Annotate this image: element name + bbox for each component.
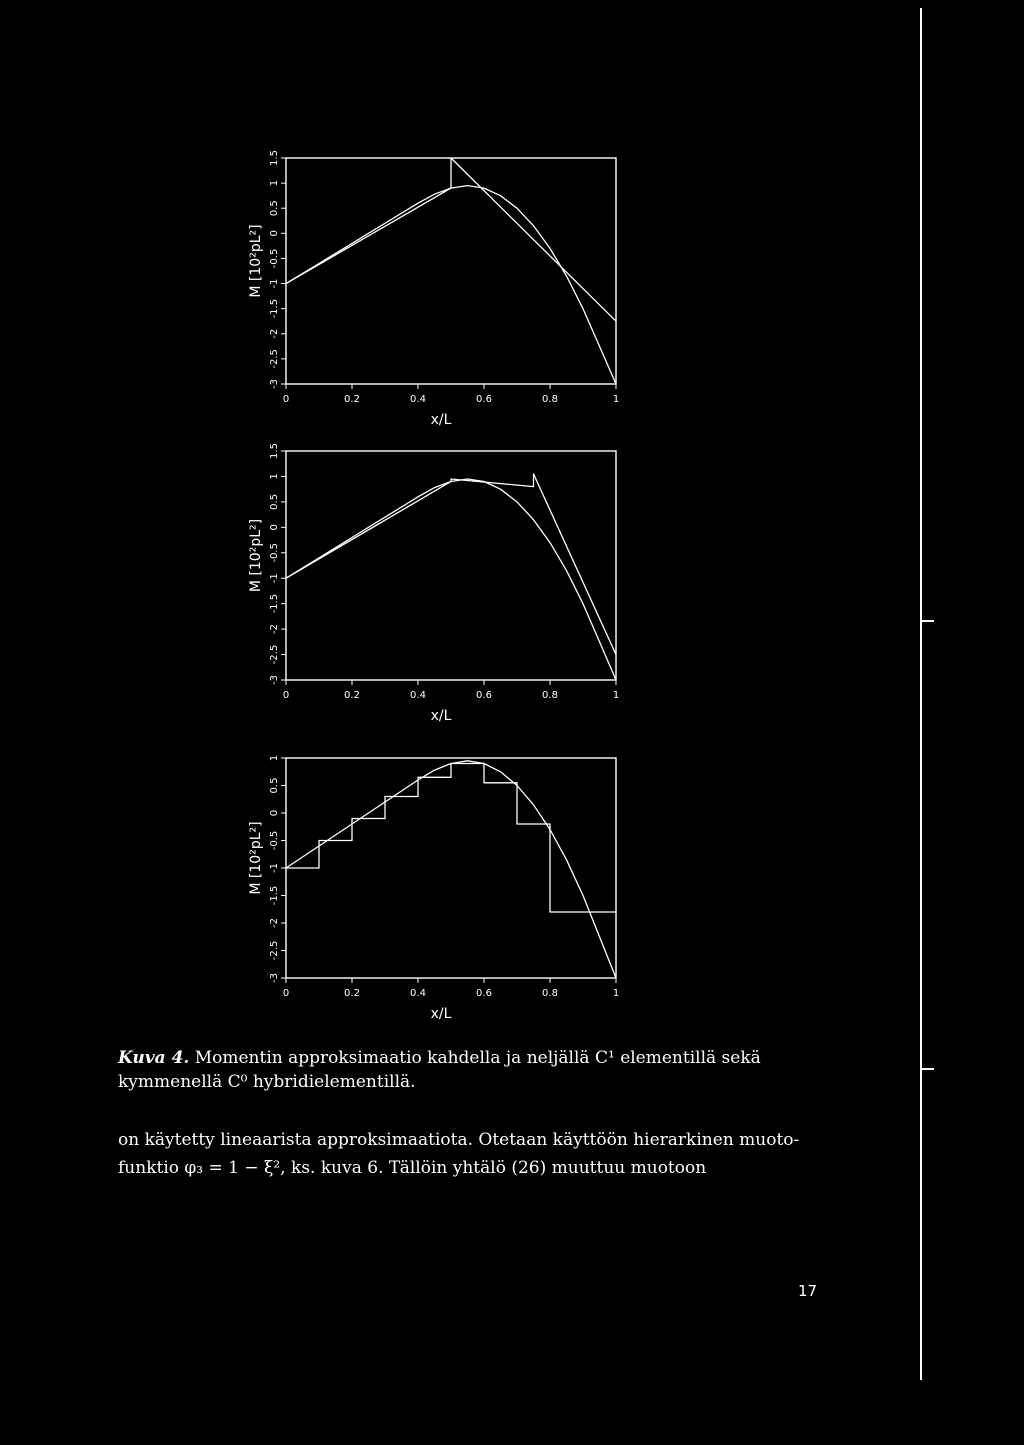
caption-label: Kuva 4.	[118, 1048, 190, 1068]
y-tick-label: 1	[269, 473, 280, 480]
y-tick-label: -3	[269, 675, 280, 685]
chart-panel-2	[248, 443, 619, 724]
y-tick-label: -2.5	[269, 644, 280, 665]
series-exact	[286, 761, 616, 978]
margin-tick	[922, 620, 934, 622]
x-tick-label: 0.6	[476, 690, 492, 701]
y-tick-label: -3	[269, 379, 280, 389]
y-tick-label: 1.5	[269, 150, 280, 166]
x-tick-label: 0.2	[344, 394, 360, 405]
x-tick-label: 0.8	[542, 394, 558, 405]
x-tick-label: 0.4	[410, 394, 426, 405]
y-tick-label: 0.5	[269, 200, 280, 217]
y-axis-label: M [10²pL²]	[248, 518, 264, 593]
y-tick-label: -1	[269, 863, 280, 873]
x-tick-label: 0	[282, 394, 290, 405]
body-paragraph	[118, 1126, 818, 1182]
x-tick-label: 0	[282, 690, 290, 701]
x-tick-label: 0.6	[476, 988, 492, 999]
x-axis-label: x/L	[430, 1006, 452, 1022]
y-tick-label: -2	[269, 624, 280, 635]
body-line-2: funktio φ₃ = 1 − ξ², ks. kuva 6. Tällöin yhtälö (26) muuttuu muotoon	[118, 1158, 707, 1178]
y-tick-label: -3	[269, 973, 280, 983]
y-tick-label: -1	[269, 278, 280, 289]
figure-caption	[118, 1046, 818, 1094]
x-tick-label: 0.8	[542, 988, 558, 999]
page-number: 17	[798, 1282, 818, 1300]
x-tick-label: 0.2	[344, 690, 360, 701]
y-tick-label: 0.5	[269, 493, 280, 510]
x-axis-label: x/L	[430, 708, 452, 724]
series-approximation	[286, 474, 616, 655]
y-tick-label: -1.5	[269, 593, 280, 614]
chart-panel-1	[248, 150, 619, 428]
series-exact	[286, 479, 616, 680]
y-tick-label: -1.5	[269, 885, 280, 906]
y-tick-label: 1	[269, 179, 280, 187]
y-tick-label: -0.5	[269, 830, 280, 851]
y-tick-label: -2	[269, 328, 280, 339]
series-exact	[286, 186, 616, 384]
y-tick-label: 1	[269, 754, 280, 762]
x-tick-label: 1	[612, 988, 620, 999]
y-axis-label: M [10²pL²]	[248, 821, 264, 895]
body-line-1: on käytetty lineaarista approksimaatiota. Otetaan käyttöön hierarkinen muoto-	[118, 1130, 800, 1150]
plot-frame	[286, 451, 616, 680]
x-axis-label: x/L	[430, 412, 452, 428]
y-tick-label: 0	[269, 809, 280, 817]
y-tick-label: -1	[269, 573, 280, 584]
y-tick-label: 1.5	[269, 443, 280, 459]
y-tick-label: -2	[269, 918, 280, 928]
x-tick-label: 1	[612, 394, 620, 405]
margin-rule	[920, 8, 922, 1380]
x-tick-label: 0	[282, 988, 290, 999]
x-tick-label: 0.6	[476, 394, 492, 405]
y-tick-label: -2.5	[269, 349, 280, 369]
x-tick-label: 0.4	[410, 988, 426, 999]
y-tick-label: -0.5	[269, 543, 280, 563]
caption-text: Momentin approksimaatio kahdella ja neljällä C¹ elementillä sekä kymmenellä C⁰ hybridielementillä.	[118, 1048, 761, 1092]
y-tick-label: 0	[269, 230, 280, 237]
chart-panel-3	[248, 755, 619, 1022]
y-tick-label: -0.5	[269, 248, 280, 269]
margin-tick	[922, 1068, 934, 1070]
x-tick-label: 0.8	[542, 690, 558, 701]
series-approximation	[286, 158, 616, 321]
x-tick-label: 0.4	[410, 690, 426, 701]
y-tick-label: -1.5	[269, 298, 280, 319]
y-tick-label: -2.5	[269, 940, 280, 961]
series-piecewise-constant	[286, 764, 616, 913]
y-tick-label: 0	[269, 524, 280, 531]
x-tick-label: 1	[612, 690, 620, 701]
y-axis-label: M [10²pL²]	[248, 224, 264, 298]
x-tick-label: 0.2	[344, 988, 360, 999]
y-tick-label: 0.5	[269, 777, 280, 794]
plot-frame	[286, 758, 616, 978]
plot-frame	[286, 158, 616, 384]
